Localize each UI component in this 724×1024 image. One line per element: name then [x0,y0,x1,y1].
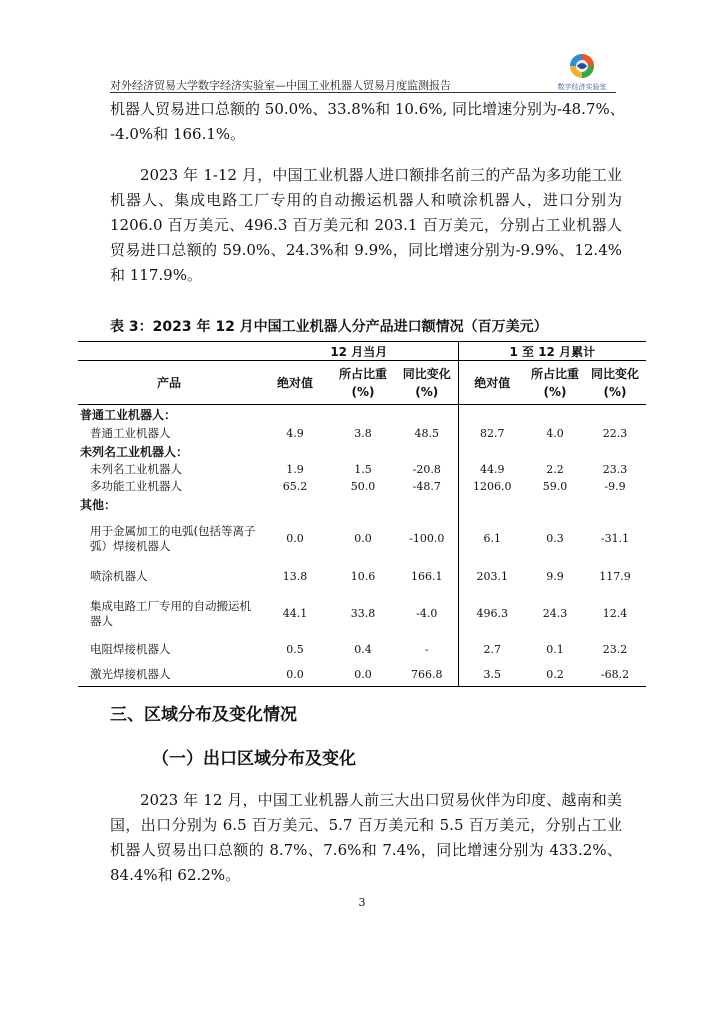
table-row [78,425,646,443]
column-header-yoy [396,361,458,405]
table-caption: 表 3：2023 年 12 月中国工业机器人分产品进口额情况（百万美元） [110,319,548,335]
value-cell: 1.9 [286,462,304,476]
header-divider [110,92,616,93]
value-cell: 2.7 [483,643,502,656]
product-name: 喷涂机器人 [90,569,148,583]
value-cell: 1.5 [354,462,372,476]
group-header-month: 12 月当月 [260,342,458,361]
value-cell: 44.1 [282,607,308,620]
value-cell: 13.8 [282,570,308,583]
value-cell: 3.8 [354,427,372,440]
value-cell: -68.2 [584,663,646,687]
subsection-title: （一）出口区域分布及变化 [152,749,356,769]
section-title: 三、区域分布及变化情况 [110,705,297,725]
paragraph-export-partners: 2023 年 12 月，中国工业机器人前三大出口贸易伙伴为印度、越南和美国，出口分别为 6.5 百万美元、5.7 百万美元和 5.5 百万美元，分别占工业机器人贸易出口总额的 8.7%、7.6%和 7.4%，同比增速分别为 433.2%、84.4%和 62.2%。 [110,791,622,884]
value-cell: -48.7 [396,478,458,495]
value-cell: 65.2 [282,479,308,493]
product-name: 激光焊接机器人 [78,663,260,687]
page-number: 3 [358,896,366,909]
value-cell: 1206.0 [473,479,512,493]
logo-emblem-icon [554,52,610,84]
value-cell: 0.0 [260,663,330,687]
product-name: 电阻焊接机器人 [90,642,171,656]
value-cell: 166.1 [396,563,458,591]
value-cell: 0.0 [330,663,396,687]
product-name: 普通工业机器人 [90,426,171,440]
table-row [78,478,646,495]
value-cell: -9.9 [604,479,626,493]
category-label: 未列名工业机器人： [80,445,189,459]
value-cell: 33.8 [350,607,376,620]
value-cell: 0.0 [354,532,372,545]
header-title: 对外经济贸易大学数字经济实验室—中国工业机器人贸易月度监测报告 [110,79,451,92]
value-cell: 0.0 [286,532,304,545]
value-cell: 4.9 [286,427,304,440]
category-label: 普通工业机器人： [80,408,177,423]
lab-logo [554,52,610,94]
paragraph-line: -4.0%和 166.1%。 [110,125,246,143]
value-cell: 4.0 [546,427,564,440]
paragraph-continuation [110,97,625,147]
table-row [78,591,646,637]
value-cell: 117.9 [599,570,631,583]
column-header-line: (%) [603,384,627,399]
product-name: 用于金属加工的电弧(包括等离子弧）焊接机器人 [90,523,256,553]
column-header-yoy [584,361,646,405]
value-cell: 2.2 [546,462,564,476]
column-header-line: (%) [543,384,567,399]
value-cell: 496.3 [476,607,509,620]
value-cell: 22.3 [602,427,628,440]
value-cell: -20.8 [396,461,458,478]
import-by-product-table [78,341,646,687]
value-cell: -100.0 [396,515,458,563]
column-header-line: (%) [351,384,375,399]
value-cell: 24.3 [542,607,568,620]
value-cell: 3.5 [458,663,526,687]
column-header-share [330,361,396,405]
product-name: 未列名工业机器人 [90,461,182,476]
column-header-abs: 绝对值 [260,361,330,405]
value-cell: 9.9 [546,570,564,583]
group-header-ytd: 1 至 12 月累计 [458,342,646,361]
value-cell: 0.2 [526,663,584,687]
value-cell: 12.4 [602,607,628,620]
column-header-line: (%) [415,384,439,399]
column-header-product: 产品 [78,361,260,405]
value-cell: 10.6 [350,570,376,583]
value-cell: 48.5 [396,425,458,443]
value-cell: 23.3 [602,462,628,476]
value-cell: 0.4 [354,643,372,656]
column-header-line: 同比变化 [591,366,640,381]
column-header-line: 所占比重 [531,366,580,381]
table-header-blank [78,342,260,361]
column-header-line: 所占比重 [338,366,387,381]
value-cell: 0.5 [286,643,304,656]
value-cell: 0.3 [546,532,564,545]
value-cell: 203.1 [476,570,509,583]
paragraph-import-annual: 2023 年 1-12 月，中国工业机器人进口额排名前三的产品为多功能工业机器人、集成电路工厂专用的自动搬运机器人和喷涂机器人，进口分别为 1206.0 百万美元、496.3 百万美元和 203.1 百万美元，分别占工业机器人贸易进口总额的 59.0%、24.3%和 9.9%，同比增速分别为-9.9%、12.4%和 117.9%。 [110,166,622,284]
column-header-share [526,361,584,405]
value-cell: 0.1 [546,643,564,656]
page-header [110,54,616,94]
column-header-abs: 绝对值 [458,361,526,405]
value-cell: 23.2 [602,643,628,656]
value-cell: 82.7 [480,427,505,440]
value-cell: 766.8 [396,663,458,687]
table-row [78,515,646,563]
value-cell: 59.0 [542,479,568,493]
table-row [78,637,646,663]
value-cell: -4.0 [396,591,458,637]
value-cell: 6.1 [483,532,502,545]
value-cell: 50.0 [350,479,376,493]
product-name: 多功能工业机器人 [90,478,182,493]
table-row [78,563,646,591]
table-row [78,663,646,687]
product-name: 集成电路工厂专用的自动搬运机器人 [90,598,251,628]
table-row [78,461,646,478]
value-cell: - [396,637,458,663]
paragraph-line: 机器人贸易进口总额的 50.0%、33.8%和 10.6%, 同比增速分别为-48.7%、 [110,100,625,118]
value-cell: -31.1 [600,532,630,545]
logo-text: 数字经济实验室 [557,83,607,91]
category-label: 其他： [80,498,117,512]
column-header-line: 同比变化 [402,366,451,381]
value-cell: 44.9 [480,462,505,476]
